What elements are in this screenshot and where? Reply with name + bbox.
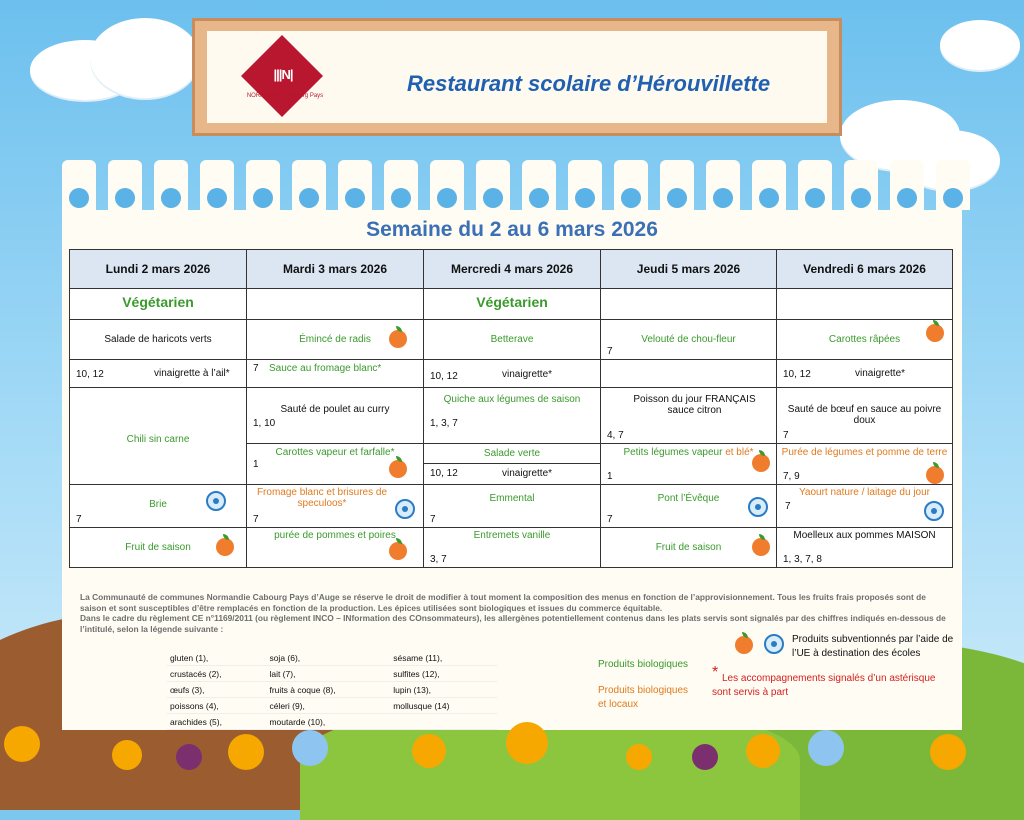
ring-hole (391, 188, 411, 208)
legend-eu: Produits subventionnés par l’aide de l’UE à destination des écoles (792, 634, 954, 659)
bio-local-icon (752, 538, 770, 556)
allergen-item: mollusque (14) (390, 698, 497, 714)
day-header: Jeudi 5 mars 2026 (601, 250, 777, 289)
dish-side: Purée de légumes et pomme de terre (781, 447, 948, 458)
allergen-numbers: 1, 3, 7, 8 (783, 554, 822, 565)
ring-hole (345, 188, 365, 208)
allergen-item: lait (7), (266, 666, 390, 682)
table-row (167, 650, 497, 666)
title-panel (207, 31, 827, 123)
legend-bio: Produits biologiques (598, 659, 689, 670)
page-title: Restaurant scolaire d’Hérouvillette (407, 71, 771, 96)
empty-cell (601, 360, 777, 388)
vegetarian-label: Végétarien (70, 289, 247, 320)
dish-dairy: Fromage blanc et brisures de speculoos* (256, 487, 388, 509)
ring-hole (621, 188, 641, 208)
dish-sauce: Sauce au fromage blanc* (269, 363, 382, 374)
eu-school-icon (748, 497, 768, 517)
ring-hole (115, 188, 135, 208)
ring-hole (575, 188, 595, 208)
cloud (90, 18, 200, 98)
allergen-item: arachides (5), (167, 714, 266, 730)
dish-starter: Velouté de chou-fleur (641, 334, 736, 345)
allergen-numbers: 7 (607, 514, 613, 525)
dish-starter: Carottes râpées (828, 334, 901, 345)
allergen-numbers: 10, 12 (430, 371, 458, 382)
day-header: Mercredi 4 mars 2026 (424, 250, 601, 289)
dish-sauce: vinaigrette* (502, 369, 553, 380)
vegetarian-label: Végétarien (424, 289, 601, 320)
dish-dessert: Moelleux aux pommes MAISON (793, 530, 936, 541)
dish-dessert: Entremets vanille (473, 530, 551, 541)
footer-text: Dans le cadre du règlement CE n°1169/2011 (ou règlement INCO – INformation des COnsommateurs), les allergènes potentiellement contenus dans les plats servis sont signalés par des chiffres indiqués en-dessous de l’intitulé, selon la légende suivante : (80, 613, 946, 634)
menu-table (69, 249, 953, 568)
allergen-numbers: 7 (253, 514, 259, 525)
flower-decoration (626, 744, 652, 770)
dish-dairy: Pont l’Évêque (657, 493, 720, 504)
ring-hole (805, 188, 825, 208)
allergen-numbers: 1, 3, 7 (430, 418, 458, 429)
allergen-numbers: 1 (607, 471, 613, 482)
ring-hole (69, 188, 89, 208)
bio-local-icon (389, 542, 407, 560)
flower-decoration (4, 726, 40, 762)
week-title: Semaine du 2 au 6 mars 2026 (366, 218, 658, 241)
allergen-numbers: 7 (76, 514, 82, 525)
allergen-numbers: 7 (783, 430, 789, 441)
allergen-numbers: 7 (430, 514, 436, 525)
dish-side: Salade verte (424, 444, 600, 464)
dish-dairy: Emmental (489, 493, 535, 504)
allergen-numbers: 10, 12 (783, 369, 811, 380)
ring-hole (897, 188, 917, 208)
allergen-item: sulfites (12), (390, 666, 497, 682)
allergen-numbers: 3, 7 (430, 554, 447, 565)
bio-local-icon (752, 454, 770, 472)
dish-starter: Salade de haricots verts (104, 334, 212, 345)
eu-school-icon (924, 501, 944, 521)
dish-sauce: vinaigrette* (855, 368, 906, 379)
table-row (167, 714, 497, 730)
day-header: Lundi 2 mars 2026 (70, 250, 247, 289)
table-row (167, 698, 497, 714)
table-row (167, 666, 497, 682)
table-row (70, 388, 953, 444)
allergen-legend (167, 650, 497, 730)
dish-side-local: et blé* (725, 447, 754, 458)
allergen-numbers: 1 (253, 459, 259, 470)
dish-dairy: Brie (149, 499, 167, 510)
table-row (70, 289, 953, 320)
legend-bio-local: Produits biologiques et locaux (598, 685, 689, 710)
bio-local-icon (389, 330, 407, 348)
dish-main: Sauté de bœuf en sauce au poivre doux (787, 404, 942, 426)
ring-hole (667, 188, 687, 208)
dish-starter: Émincé de radis (299, 334, 371, 345)
legend-asterisk-text: Les accompagnements signalés d’un astérisque sont servis à part (712, 673, 936, 698)
allergen-item: gluten (1), (167, 650, 266, 666)
day-header: Mardi 3 mars 2026 (247, 250, 424, 289)
flower-decoration (930, 734, 966, 770)
allergen-item: crustacés (2), (167, 666, 266, 682)
title-board (192, 18, 842, 136)
table-row (70, 360, 953, 388)
dish-dessert: Fruit de saison (655, 542, 722, 553)
allergen-numbers: 7 (785, 501, 791, 512)
table-row (167, 682, 497, 698)
bio-local-icon (735, 636, 753, 654)
table-row (70, 528, 953, 568)
allergen-item: lupin (13), (390, 682, 497, 698)
table-row (70, 320, 953, 360)
dish-sauce: vinaigrette* (502, 468, 553, 479)
flower-decoration (176, 744, 202, 770)
allergen-item: moutarde (10), (266, 714, 390, 730)
footer-notice (80, 592, 950, 634)
dish-side: Carottes vapeur et farfalle* (275, 447, 395, 458)
ring-hole (161, 188, 181, 208)
dish-main: Quiche aux légumes de saison (443, 394, 581, 405)
dish-main: Sauté de poulet au curry (280, 404, 390, 415)
eu-school-icon (395, 499, 415, 519)
legend-asterisk: * (712, 664, 719, 681)
allergen-numbers: 4, 7 (607, 430, 624, 441)
dish-main: Poisson du jour FRANÇAIS sauce citron (633, 394, 756, 416)
ring-hole (713, 188, 733, 208)
ring-hole (483, 188, 503, 208)
dish-dairy: Yaourt nature / laitage du jour (798, 487, 930, 498)
allergen-item: œufs (3), (167, 682, 266, 698)
cloud (940, 20, 1020, 70)
eu-school-icon (206, 491, 226, 511)
table-row (70, 485, 953, 528)
ring-hole (437, 188, 457, 208)
bio-local-icon (216, 538, 234, 556)
day-header: Vendredi 6 mars 2026 (777, 250, 953, 289)
ring-hole (253, 188, 273, 208)
dish-side: Petits légumes vapeur (623, 447, 723, 458)
flower-decoration (506, 722, 548, 764)
empty-cell (601, 289, 777, 320)
dish-dessert: Fruit de saison (125, 542, 191, 553)
logo-text: NORMANDIE Cabourg Pays d'Auge (246, 93, 324, 105)
flower-decoration (228, 734, 264, 770)
ring-hole (529, 188, 549, 208)
flower-decoration (292, 730, 328, 766)
allergen-item: sésame (11), (390, 650, 497, 666)
ring-hole (943, 188, 963, 208)
allergen-numbers: 7 (253, 363, 259, 374)
ring-hole (759, 188, 779, 208)
dish-dessert: purée de pommes et poires (274, 530, 396, 541)
ring-hole (851, 188, 871, 208)
empty-cell (777, 289, 953, 320)
footer-text: La Communauté de communes Normandie Cabourg Pays d’Auge se réserve le droit de modifier à tout moment la composition des menus en fonction de l’approvisionnement. Tous les fruits frais proposés sont de saison et sont susceptibles d’être remplacés en fonction de la production. Les épices utilisées sont biologiques et issues du commerce équitable. (80, 592, 926, 613)
logo-mark: |||N| (273, 67, 293, 82)
allergen-item: céleri (9), (266, 698, 390, 714)
flower-decoration (412, 734, 446, 768)
bio-local-icon (389, 460, 407, 478)
ring-hole (207, 188, 227, 208)
dish-sauce: vinaigrette à l’ail* (154, 368, 230, 379)
dish-main: Chili sin carne (126, 433, 190, 445)
allergen-numbers: 7, 9 (783, 471, 800, 482)
flower-decoration (746, 734, 780, 768)
empty-cell (247, 289, 424, 320)
eu-school-icon (764, 634, 784, 654)
allergen-numbers: 1, 10 (253, 418, 276, 429)
flower-decoration (808, 730, 844, 766)
bio-local-icon (926, 324, 944, 342)
allergen-numbers: 7 (607, 346, 613, 357)
allergen-numbers: 10, 12 (76, 369, 104, 380)
allergen-item: soja (6), (266, 650, 390, 666)
dish-starter: Betterave (490, 334, 534, 345)
allergen-item (390, 714, 497, 730)
table-header-row (70, 250, 953, 289)
flower-decoration (112, 740, 142, 770)
allergen-numbers: 10, 12 (430, 468, 458, 479)
allergen-item: poissons (4), (167, 698, 266, 714)
ring-hole (299, 188, 319, 208)
flower-decoration (692, 744, 718, 770)
allergen-item: fruits à coque (8), (266, 682, 390, 698)
bio-local-icon (926, 466, 944, 484)
